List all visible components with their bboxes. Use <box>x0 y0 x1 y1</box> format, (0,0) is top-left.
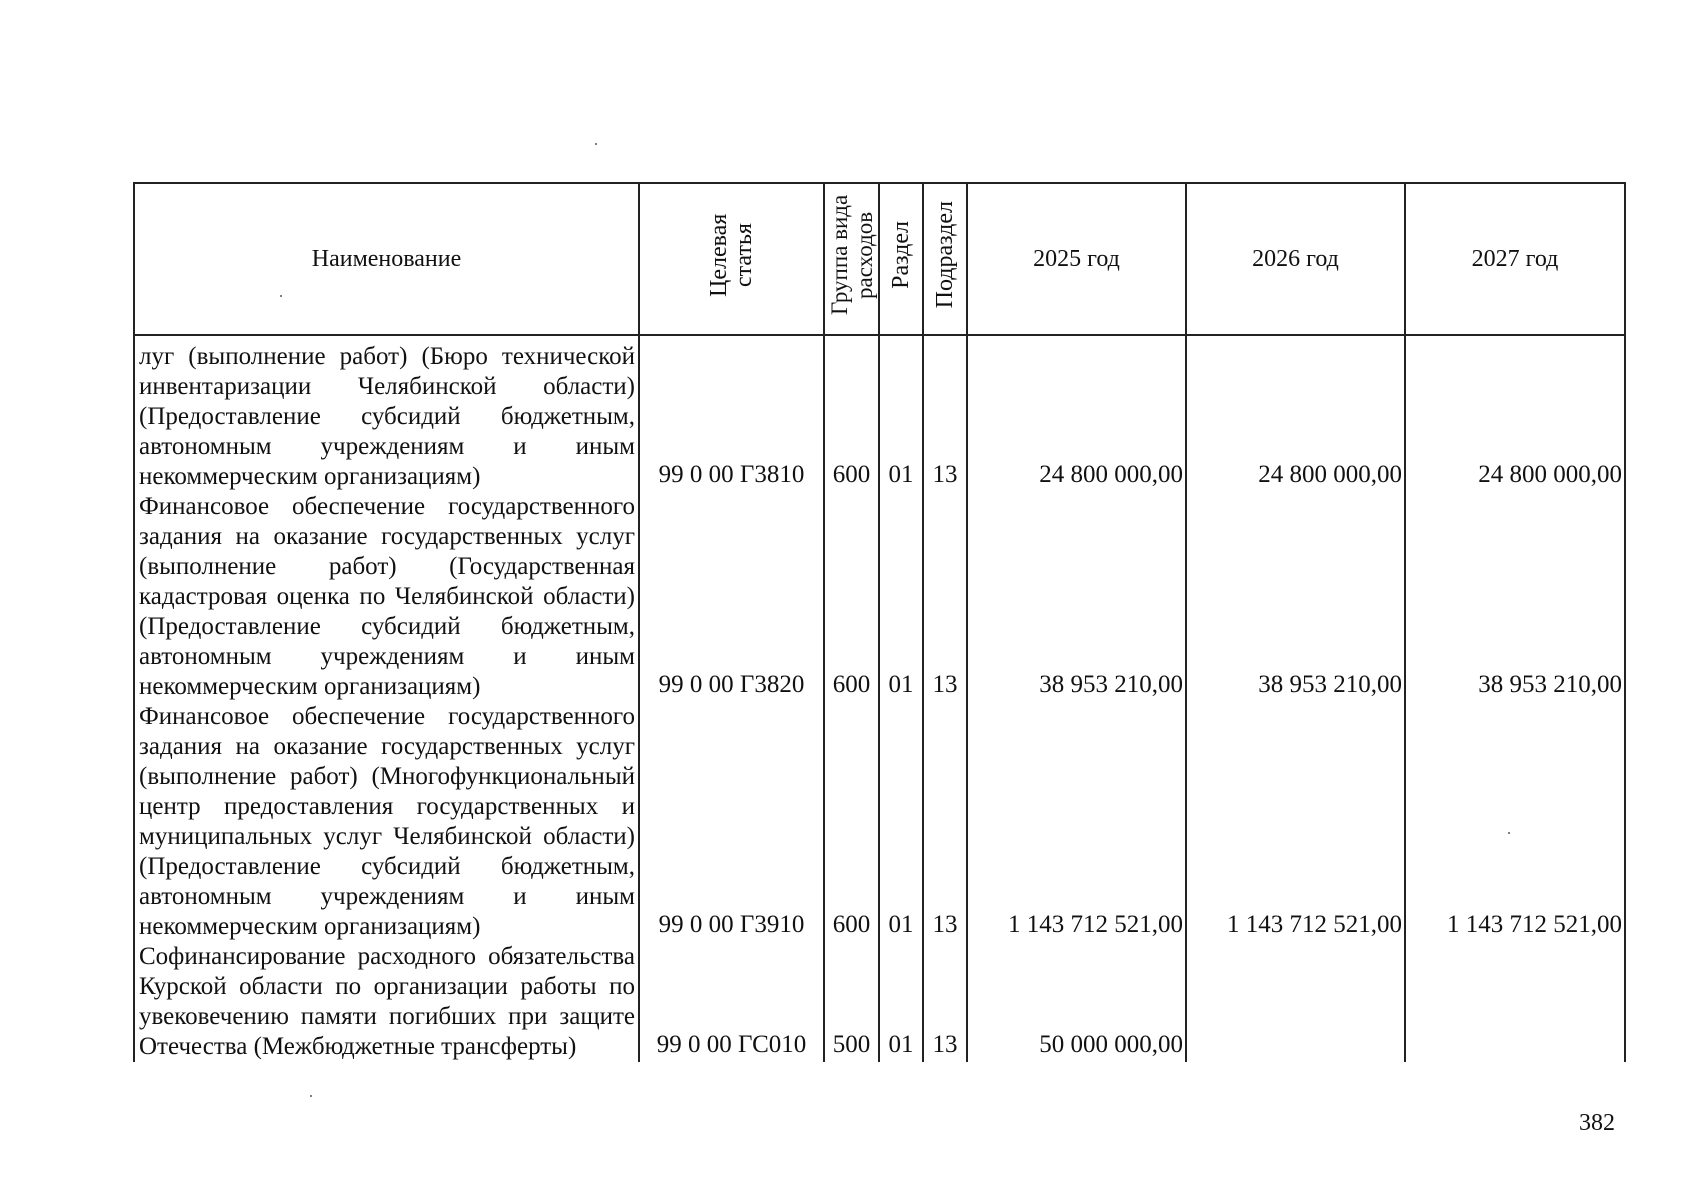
scan-speck <box>595 143 597 145</box>
row-amount-2026: 38 953 210,00 <box>1186 492 1405 702</box>
row-group: 600 <box>824 702 879 942</box>
header-year-2026: 2026 год <box>1186 183 1405 335</box>
scan-speck <box>280 295 282 297</box>
row-group: 600 <box>824 492 879 702</box>
row-amount-2026: 24 800 000,00 <box>1186 335 1405 492</box>
row-target: 99 0 00 Г3820 <box>639 492 824 702</box>
row-amount-2026 <box>1186 942 1405 1062</box>
header-name: Наименование <box>134 183 639 335</box>
row-amount-2027: 38 953 210,00 <box>1405 492 1625 702</box>
scan-speck <box>1508 832 1510 834</box>
row-target: 99 0 00 Г3810 <box>639 335 824 492</box>
table-row <box>134 335 1625 492</box>
table-row <box>134 492 1625 702</box>
row-amount-2027: 1 143 712 521,00 <box>1405 702 1625 942</box>
row-amount-2025: 50 000 000,00 <box>967 942 1186 1062</box>
row-section: 01 <box>879 702 923 942</box>
row-amount-2027: 24 800 000,00 <box>1405 335 1625 492</box>
row-name: луг (выполнение работ) (Бюро технической инвентаризации Челябинской области) (Предоставление субсидий бюджетным, автономным учреждениям и иным некоммерческим организациям) <box>134 335 639 492</box>
header-group: Группа вида расходов <box>824 183 879 335</box>
row-name: Финансовое обеспечение государственного задания на оказание государственных услуг (выполнение работ) (Государственная кадастровая оценка по Челябинской области) (Предоставление субсидий бюджетным, автономным учреждениям и иным некоммерческим организациям) <box>134 492 639 702</box>
row-group: 500 <box>824 942 879 1062</box>
row-subsection: 13 <box>923 702 967 942</box>
row-name: Софинансирование расходного обязательства Курской области по организации работы по увековечению памяти погибших при защите Отечества (Межбюджетные трансферты) <box>134 942 639 1062</box>
header-target: Целевая статья <box>639 183 824 335</box>
row-amount-2026: 1 143 712 521,00 <box>1186 702 1405 942</box>
row-amount-2025: 24 800 000,00 <box>967 335 1186 492</box>
row-target: 99 0 00 ГС010 <box>639 942 824 1062</box>
row-target: 99 0 00 Г3910 <box>639 702 824 942</box>
header-year-2027: 2027 год <box>1405 183 1625 335</box>
row-subsection: 13 <box>923 335 967 492</box>
table-row <box>134 942 1625 1062</box>
header-section: Раздел <box>879 183 923 335</box>
header-subsection: Подраздел <box>923 183 967 335</box>
row-section: 01 <box>879 492 923 702</box>
table-row <box>134 702 1625 942</box>
row-section: 01 <box>879 335 923 492</box>
row-amount-2025: 1 143 712 521,00 <box>967 702 1186 942</box>
row-amount-2025: 38 953 210,00 <box>967 492 1186 702</box>
page-number: 382 <box>1579 1110 1615 1136</box>
table-header-row <box>134 183 1625 335</box>
scan-speck <box>310 1095 312 1097</box>
row-subsection: 13 <box>923 942 967 1062</box>
budget-table <box>133 182 1626 1062</box>
row-name: Финансовое обеспечение государственного задания на оказание государственных услуг (выполнение работ) (Многофункциональный центр предоставления государственных и муниципальных услуг Челябинской области) (Предоставление субсидий бюджетным, автономным учреждениям и иным некоммерческим организациям) <box>134 702 639 942</box>
header-year-2025: 2025 год <box>967 183 1186 335</box>
row-section: 01 <box>879 942 923 1062</box>
row-amount-2027 <box>1405 942 1625 1062</box>
row-subsection: 13 <box>923 492 967 702</box>
row-group: 600 <box>824 335 879 492</box>
